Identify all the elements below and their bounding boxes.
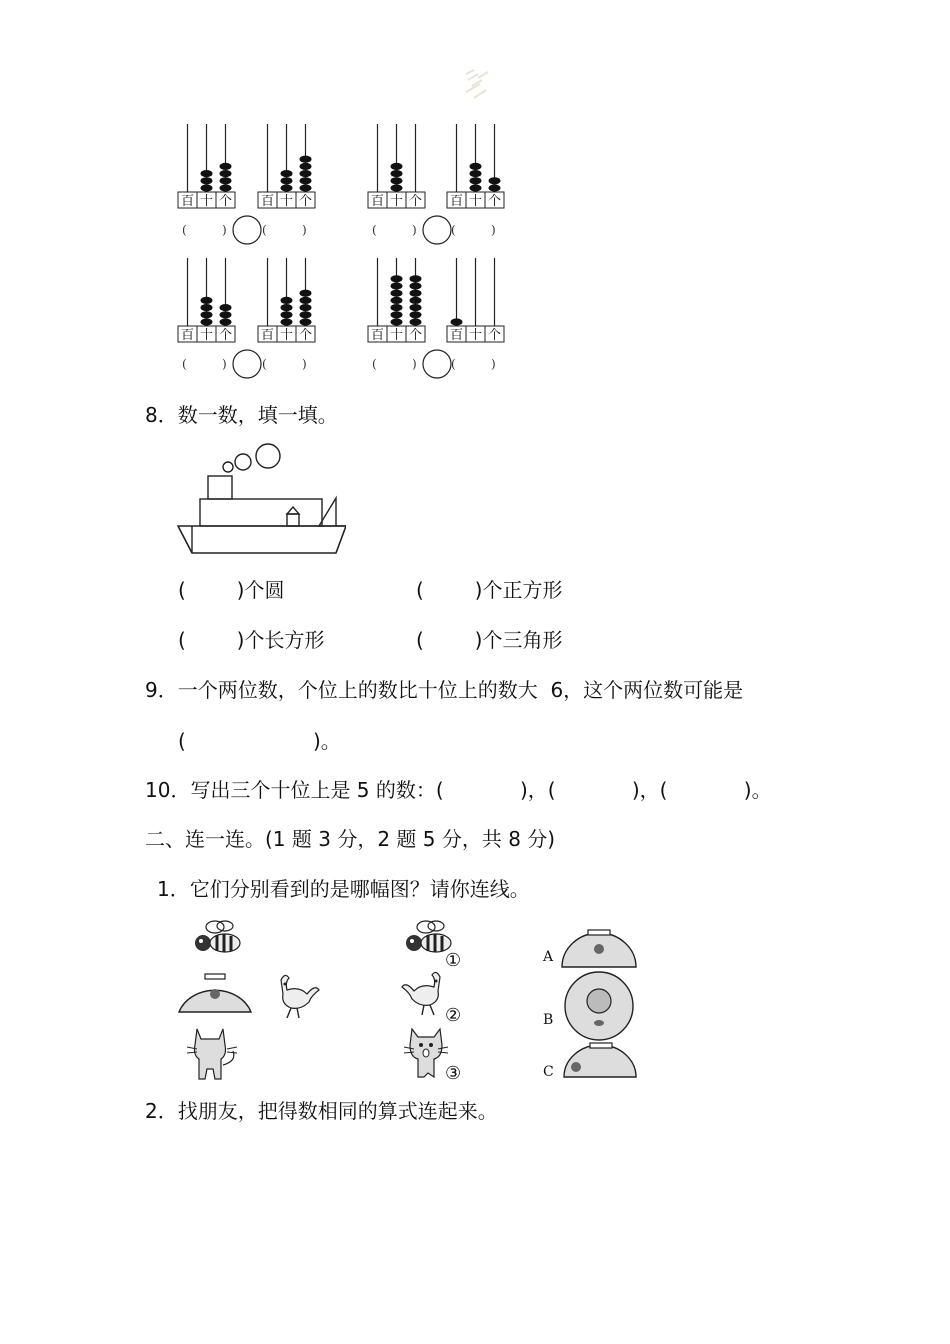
place-label: 十 — [468, 194, 483, 209]
abacus-bead — [300, 297, 312, 304]
abacus-figures — [170, 120, 530, 385]
place-label: 百 — [180, 328, 195, 343]
abacus-bead — [300, 311, 312, 318]
abacus-bead — [201, 170, 213, 177]
abacus-bead — [300, 184, 312, 191]
cat-icon — [187, 1029, 237, 1079]
answer-paren-open: ( — [262, 223, 267, 237]
section2-title: 二、连一连。(1 题 3 分，2 题 5 分，共 8 分) — [145, 827, 556, 851]
abacus-bead — [220, 318, 232, 325]
abacus-bead — [410, 282, 422, 289]
q8-blank-circle[interactable]: ( )个圆 — [178, 578, 285, 602]
abacus-section — [170, 120, 530, 389]
answer-paren-close: ) — [412, 223, 417, 237]
q9-line1: 9．一个两位数，个位上的数比十位上的数大 6，这个两位数可能是 — [145, 678, 744, 702]
abacus-2-4 — [447, 258, 504, 371]
abacus-bead — [391, 170, 403, 177]
abacus-bead — [281, 184, 293, 191]
q8-blank-square[interactable]: ( )个正方形 — [416, 578, 563, 602]
abacus-bead — [300, 290, 312, 297]
abacus-bead — [451, 318, 463, 325]
abacus-bead — [470, 177, 482, 184]
place-label: 十 — [468, 328, 483, 343]
abacus-bead — [201, 318, 213, 325]
answer-paren-open: ( — [451, 357, 456, 371]
answer-paren-close: ) — [491, 357, 496, 371]
answer-paren-close: ) — [222, 357, 227, 371]
answer-paren-close: ) — [302, 223, 307, 237]
bowl-view-a-icon — [562, 930, 636, 967]
answer-paren-open: ( — [262, 357, 267, 371]
answer-paren-close: ) — [491, 223, 496, 237]
abacus-bead — [220, 311, 232, 318]
hull-triangle-right — [336, 526, 346, 553]
abacus-bead — [281, 311, 293, 318]
abacus-bead — [470, 184, 482, 191]
answer-paren-open: ( — [182, 357, 187, 371]
abacus-bead — [391, 275, 403, 282]
answer-paren-close: ) — [302, 357, 307, 371]
q9-answer-blank[interactable]: ( )。 — [178, 729, 341, 753]
place-label: 十 — [389, 194, 404, 209]
abacus-bead — [201, 297, 213, 304]
place-label: 百 — [180, 194, 195, 209]
place-label: 十 — [199, 328, 214, 343]
cat-front-icon — [404, 1029, 448, 1077]
abacus-bead — [391, 290, 403, 297]
abacus-bead — [391, 311, 403, 318]
place-label: 百 — [260, 328, 275, 343]
compare-circle[interactable] — [233, 350, 261, 378]
abacus-bead — [470, 163, 482, 170]
abacus-bead — [281, 170, 293, 177]
answer-paren-open: ( — [182, 223, 187, 237]
abacus-bead — [201, 311, 213, 318]
abacus-1-3 — [368, 124, 425, 237]
abacus-bead — [391, 318, 403, 325]
abacus-bead — [300, 318, 312, 325]
abacus-bead — [220, 304, 232, 311]
hull — [178, 526, 346, 553]
rooster-icon — [281, 975, 319, 1018]
abacus-bead — [391, 297, 403, 304]
abacus-bead — [410, 275, 422, 282]
abacus-bead — [470, 170, 482, 177]
scene-left — [175, 915, 335, 1089]
abacus-2-1 — [178, 258, 235, 371]
cabin-rect — [200, 499, 322, 526]
abacus-1-2 — [258, 124, 315, 237]
bowl-icon — [179, 974, 251, 1012]
circled-label-3: ③ — [445, 1063, 462, 1084]
place-label: 个 — [408, 194, 423, 209]
bowl-label-c: C — [543, 1064, 554, 1080]
smoke-circle-medium — [235, 454, 251, 470]
q8-blank-triangle[interactable]: ( )个三角形 — [416, 628, 563, 652]
small-triangle — [287, 507, 299, 514]
abacus-bead — [281, 297, 293, 304]
abacus-bead — [391, 163, 403, 170]
bowl-label-b: B — [543, 1012, 554, 1028]
smoke-circle-large — [256, 444, 280, 468]
abacus-bead — [201, 184, 213, 191]
place-label: 个 — [487, 194, 502, 209]
watermark-mark — [462, 68, 492, 106]
place-label: 百 — [449, 194, 464, 209]
place-label: 百 — [449, 328, 464, 343]
place-label: 个 — [218, 194, 233, 209]
bee-icon — [195, 921, 240, 952]
compare-circle[interactable] — [423, 216, 451, 244]
abacus-1-1 — [178, 124, 235, 237]
place-label: 个 — [218, 328, 233, 343]
compare-circle[interactable] — [233, 216, 261, 244]
smoke-circle-small — [223, 462, 233, 472]
abacus-bead — [300, 156, 312, 163]
scene-numbered — [398, 915, 478, 1089]
abacus-bead — [220, 170, 232, 177]
q10-text[interactable]: 10．写出三个十位上是 5 的数：( )，( )，( )。 — [145, 778, 772, 802]
q8-title: 8．数一数，填一填。 — [145, 403, 338, 427]
place-label: 十 — [279, 328, 294, 343]
answer-paren-open: ( — [372, 223, 377, 237]
abacus-bead — [489, 184, 501, 191]
abacus-bead — [391, 184, 403, 191]
abacus-bead — [300, 304, 312, 311]
abacus-bead — [391, 177, 403, 184]
place-label: 个 — [487, 328, 502, 343]
abacus-bead — [410, 297, 422, 304]
bee-icon — [406, 921, 451, 952]
bowl-label-a: A — [543, 949, 554, 965]
place-label: 个 — [298, 194, 313, 209]
place-label: 十 — [199, 194, 214, 209]
abacus-bead — [281, 177, 293, 184]
place-label: 十 — [279, 194, 294, 209]
rooster-icon — [402, 972, 440, 1015]
answer-paren-close: ) — [222, 223, 227, 237]
abacus-bead — [410, 311, 422, 318]
abacus-bead — [201, 177, 213, 184]
hull-triangle-left — [178, 526, 192, 553]
abacus-bead — [410, 290, 422, 297]
circled-label-2: ② — [445, 1005, 462, 1026]
abacus-bead — [391, 282, 403, 289]
abacus-bead — [410, 304, 422, 311]
q8-blank-rectangle[interactable]: ( )个长方形 — [178, 628, 325, 652]
abacus-bead — [300, 170, 312, 177]
place-label: 百 — [370, 194, 385, 209]
abacus-bead — [220, 184, 232, 191]
abacus-2-2 — [258, 258, 315, 371]
answer-paren-open: ( — [451, 223, 456, 237]
abacus-bead — [300, 163, 312, 170]
abacus-bead — [281, 304, 293, 311]
circled-label-1: ① — [445, 950, 462, 971]
bowl-view-b-icon — [565, 972, 633, 1040]
small-square — [287, 514, 299, 526]
compare-circle[interactable] — [423, 350, 451, 378]
abacus-bead — [201, 304, 213, 311]
abacus-1-4 — [447, 124, 504, 237]
place-label: 十 — [389, 328, 404, 343]
abacus-bead — [489, 177, 501, 184]
abacus-2-3 — [368, 258, 425, 371]
ship-figure — [176, 440, 346, 564]
abacus-bead — [410, 318, 422, 325]
answer-paren-close: ) — [412, 357, 417, 371]
lq2-title: 2．找朋友，把得数相同的算式连起来。 — [145, 1099, 498, 1123]
place-label: 百 — [260, 194, 275, 209]
chimney-rect — [208, 476, 232, 499]
place-label: 百 — [370, 328, 385, 343]
abacus-bead — [220, 163, 232, 170]
place-label: 个 — [298, 328, 313, 343]
bowl-view-c-icon — [564, 1043, 636, 1077]
abacus-bead — [220, 177, 232, 184]
lq1-title: 1．它们分别看到的是哪幅图？请你连线。 — [157, 877, 530, 901]
abacus-bead — [281, 318, 293, 325]
bowl-views — [560, 925, 640, 1089]
abacus-bead — [391, 304, 403, 311]
answer-paren-open: ( — [372, 357, 377, 371]
abacus-bead — [300, 177, 312, 184]
place-label: 个 — [408, 328, 423, 343]
